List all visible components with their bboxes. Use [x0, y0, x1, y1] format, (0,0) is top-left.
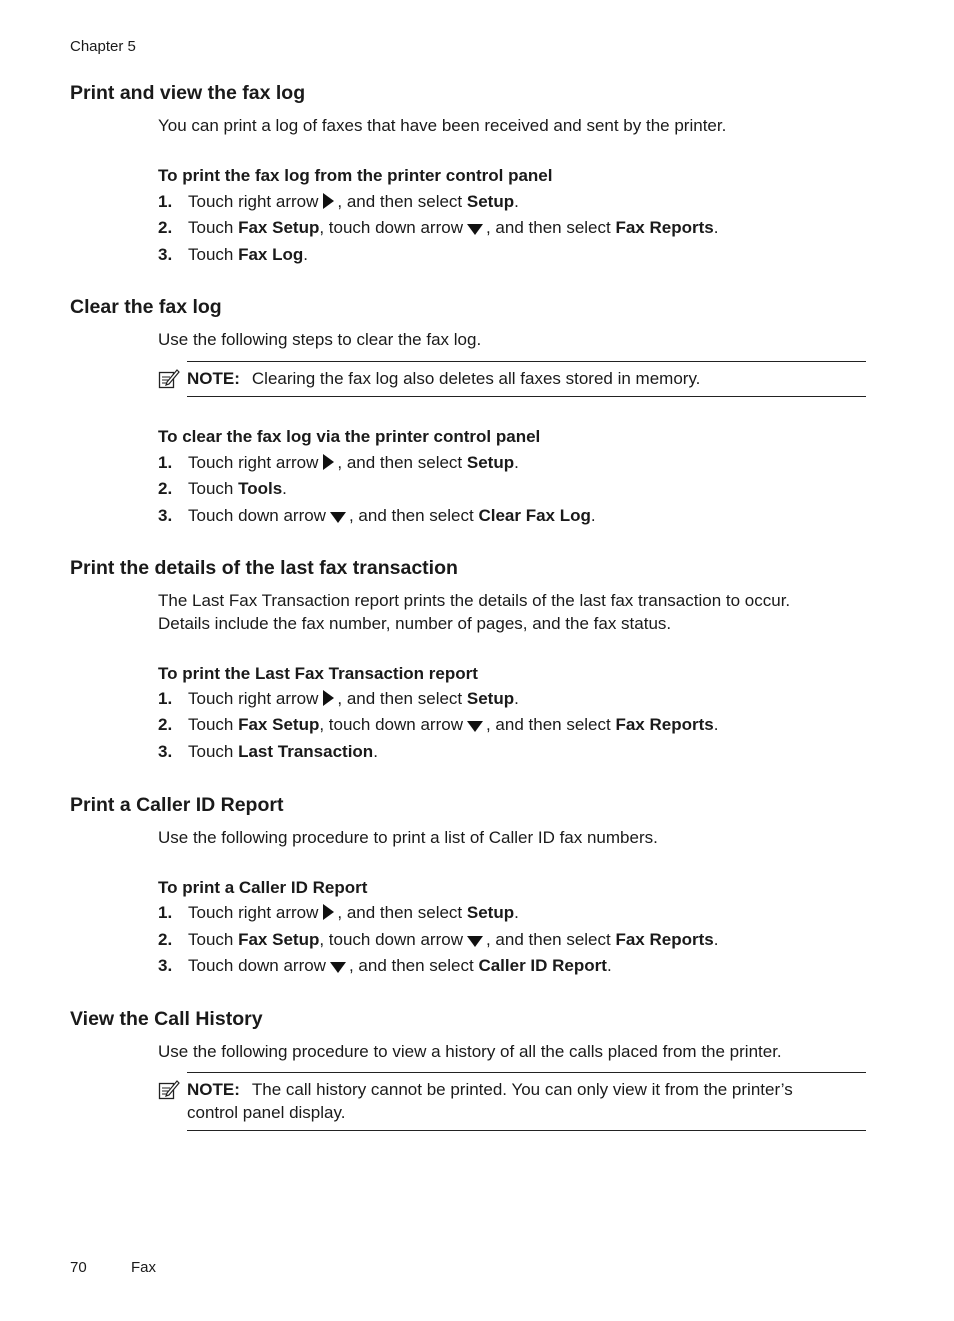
heading-call-history: View the Call History — [70, 1008, 263, 1030]
procedure-title: To clear the fax log via the printer control panel — [158, 427, 541, 446]
procedure-title: To print the Last Fax Transaction report — [158, 664, 478, 683]
note-label: NOTE: — [187, 369, 240, 388]
step: 2. Touch Fax Setup, touch down arrow , and then select Fax Reports. — [158, 715, 719, 734]
note — [187, 367, 859, 390]
step: 1. Touch right arrow , and then select Setup. — [158, 689, 519, 708]
heading-clear-fax-log: Clear the fax log — [70, 296, 222, 318]
right-arrow-icon — [322, 904, 334, 920]
step: 2. Touch Fax Setup, touch down arrow , and then select Fax Reports. — [158, 930, 719, 949]
step: 1. Touch right arrow , and then select Setup. — [158, 903, 519, 922]
step: 2. Touch Tools. — [158, 479, 287, 498]
note-bottom-rule — [187, 396, 866, 397]
page-number: 70 — [70, 1259, 87, 1276]
down-arrow-icon — [467, 720, 483, 732]
running-head: Chapter 5 — [70, 38, 136, 55]
down-arrow-icon — [330, 511, 346, 523]
step: 3. Touch Last Transaction. — [158, 742, 378, 761]
down-arrow-icon — [330, 961, 346, 973]
note-text: Clearing the fax log also deletes all faxes stored in memory. — [251, 369, 701, 388]
step: 2. Touch Fax Setup, touch down arrow , and then select Fax Reports. — [158, 218, 719, 237]
intro-clear-fax-log: Use the following steps to clear the fax log. — [158, 330, 482, 349]
step: 1. Touch right arrow , and then select Setup. — [158, 453, 519, 472]
heading-print-view-fax-log: Print and view the fax log — [70, 82, 306, 104]
right-arrow-icon — [322, 193, 334, 209]
right-arrow-icon — [322, 454, 334, 470]
intro-caller-id-report: Use the following procedure to print a list of Caller ID fax numbers. — [158, 828, 658, 847]
note — [187, 1078, 859, 1124]
note-text-continued: control panel display. — [187, 1103, 346, 1122]
note-pencil-icon — [158, 1079, 180, 1101]
down-arrow-icon — [467, 935, 483, 947]
intro-print-view-fax-log: You can print a log of faxes that have been received and sent by the printer. — [158, 116, 727, 135]
procedure-title: To print the fax log from the printer control panel — [158, 166, 553, 185]
step: 1. Touch right arrow , and then select Setup. — [158, 192, 519, 211]
footer-section: Fax — [131, 1259, 157, 1276]
step: 3. Touch down arrow , and then select Clear Fax Log. — [158, 506, 596, 525]
note-pencil-icon — [158, 368, 180, 390]
procedure-title: To print a Caller ID Report — [158, 878, 368, 897]
step: 3. Touch Fax Log. — [158, 245, 308, 264]
down-arrow-icon — [467, 223, 483, 235]
note-bottom-rule — [187, 1130, 866, 1131]
heading-caller-id-report: Print a Caller ID Report — [70, 794, 284, 816]
heading-last-fax-transaction: Print the details of the last fax transaction — [70, 557, 458, 579]
step: 3. Touch down arrow , and then select Caller ID Report. — [158, 956, 612, 975]
right-arrow-icon — [322, 690, 334, 706]
note-text: The call history cannot be printed. You can only view it from the printer’s — [251, 1080, 793, 1099]
note-top-rule — [187, 1072, 866, 1073]
intro-call-history: Use the following procedure to view a history of all the calls placed from the printer. — [158, 1042, 782, 1061]
note-label: NOTE: — [187, 1080, 240, 1099]
note-top-rule — [187, 361, 866, 362]
intro-last-fax-transaction: The Last Fax Transaction report prints the details of the last fax transaction to occur. Details include the fax number, number of pages, and the fax status. — [158, 591, 791, 633]
